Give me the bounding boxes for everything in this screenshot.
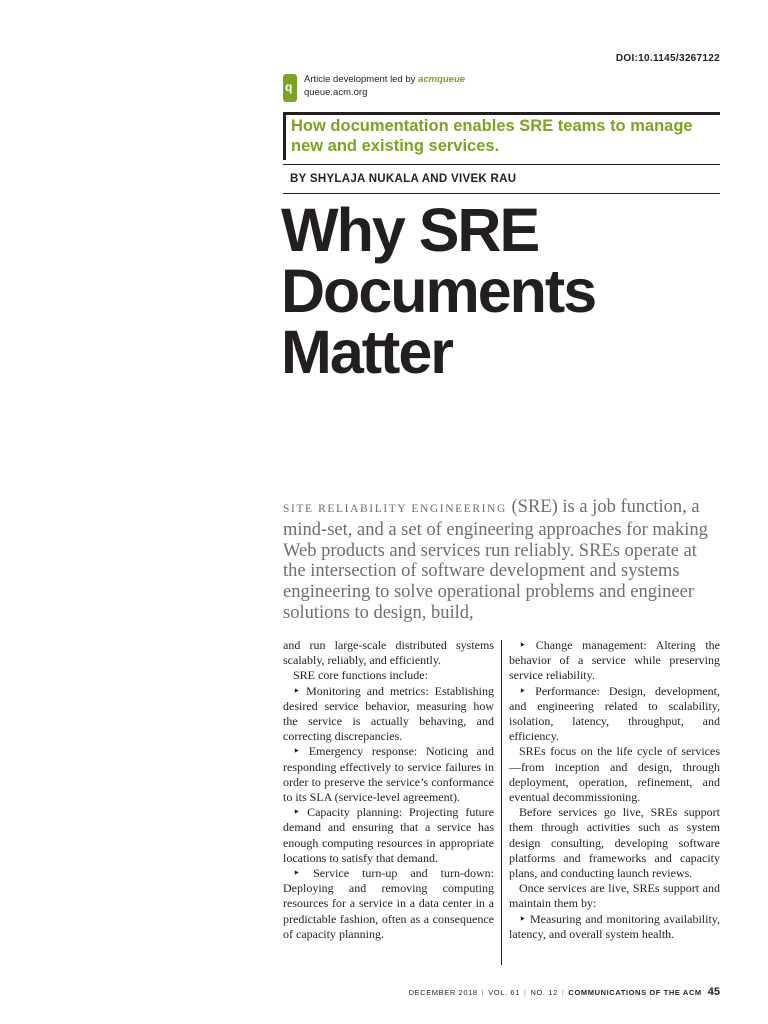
queue-url: queue.acm.org <box>304 87 368 98</box>
byline-rule <box>283 193 720 194</box>
column-divider <box>501 640 502 965</box>
footer-date: DECEMBER 2018 <box>408 988 478 997</box>
body-paragraph: Before services go live, SREs support them through activities such as system design consulting, developing software platforms and frameworks and capacity plans, and conducting launch reviews. <box>509 805 720 881</box>
doi-label: DOI:10.1145/3267122 <box>615 53 720 64</box>
article-credit <box>304 73 465 99</box>
article-byline: BY SHYLAJA NUKALA AND VIVEK RAU <box>290 173 517 185</box>
bullet-item: ‣ Service turn-up and turn-down: Deploying and removing computing resources for a service in a data center in a predictable fashion, often as a consequence of capacity planning. <box>283 866 494 941</box>
body-paragraph: SREs focus on the life cycle of services—from inception and design, through deployment, operation, refinement, and eventual decommissioning. <box>509 744 720 805</box>
deck-bottom-rule <box>283 164 720 165</box>
article-title <box>281 196 741 386</box>
bullet-item: ‣ Capacity planning: Projecting future demand and ensuring that a service has enough computing resources in appropriate locations to satisfy that demand. <box>283 805 494 865</box>
deck-left-rule <box>283 112 286 160</box>
body-column-right <box>509 638 720 942</box>
page-footer: DECEMBER 2018 | VOL. 61 | NO. 12 | COMMUNICATIONS OF THE ACM 45 <box>408 986 720 998</box>
credit-prefix: Article development led by <box>304 74 419 85</box>
page-number: 45 <box>707 986 720 998</box>
article-deck: How documentation enables SRE teams to manage new and existing services. <box>291 117 693 155</box>
lead-smallcaps: SITE RELIABILITY ENGINEERING <box>283 503 507 515</box>
body-paragraph: Once services are live, SREs support and maintain them by: <box>509 881 720 911</box>
acmqueue-logo-letter: q <box>285 80 293 94</box>
acmqueue-logo-icon <box>283 74 297 102</box>
lead-paragraph <box>283 497 723 624</box>
bullet-item: ‣ Measuring and monitoring availability, latency, and overall system health. <box>509 911 720 941</box>
footer-magazine: COMMUNICATIONS OF THE ACM <box>568 988 702 997</box>
body-paragraph: and run large-scale distributed systems scalably, reliably, and efficiently. <box>283 638 494 668</box>
deck-top-rule <box>283 112 720 115</box>
lead-text: (SRE) is a job function, a mind-set, and a set of engineering approaches for making Web products and services run reliably. SREs operate at the intersection of software development and systems engineering to solve operational problems and engineer solutions to design, build, <box>283 497 708 623</box>
credit-line-1 <box>304 73 465 86</box>
body-column-left <box>283 638 494 942</box>
footer-volume: VOL. 61 <box>488 988 520 997</box>
acmqueue-brand: acmqueue <box>418 74 466 85</box>
footer-number: NO. 12 <box>530 988 558 997</box>
title-line: Why SRE <box>281 196 539 264</box>
bullet-item: ‣ Emergency response: Noticing and responding effectively to service failures in order to preserve the service’s conformance to its SLA (service-level agreement). <box>283 744 494 805</box>
title-line: Documents <box>281 257 596 325</box>
bullet-item: ‣ Performance: Design, development, and engineering related to scalability, isolation, latency, throughput, and efficiency. <box>509 683 720 744</box>
body-paragraph: SRE core functions include: <box>293 668 428 683</box>
bullet-item: ‣ Monitoring and metrics: Establishing desired service behavior, measuring how the service is actually behaving, and correcting discrepancies. <box>283 683 494 744</box>
bullet-item: ‣ Change management: Altering the behavior of a service while preserving service reliability. <box>509 638 720 683</box>
title-line: Matter <box>281 318 453 386</box>
